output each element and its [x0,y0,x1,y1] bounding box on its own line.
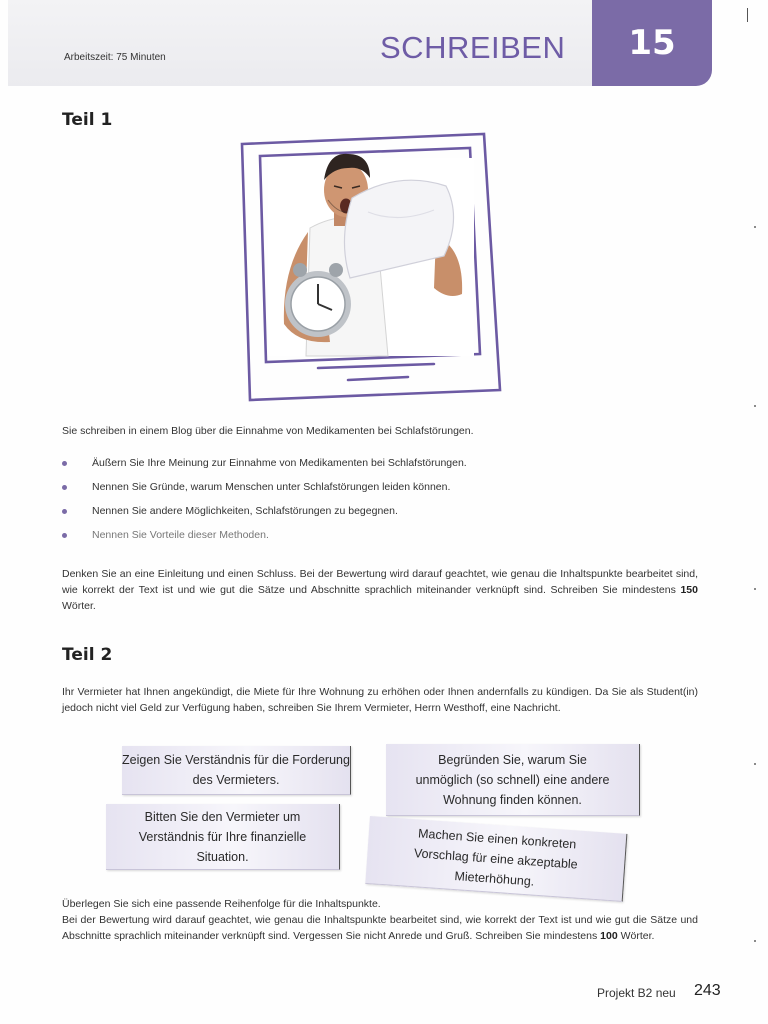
bullet-icon [62,533,67,538]
section-number-tab: 15 [592,0,712,86]
worktime-label: Arbeitszeit: 75 Minuten [64,52,166,63]
list-item: Nennen Sie andere Möglichkeiten, Schlafstörungen zu begegnen. [62,505,702,529]
list-item: Nennen Sie Gründe, warum Menschen unter Schlafstörungen leiden können. [62,481,702,505]
teil1-intro: Sie schreiben in einem Blog über die Einnahme von Medikamenten bei Schlafstörungen. [62,425,474,437]
margin-dot [754,940,756,942]
teil2-word-count: 100 [600,930,618,942]
teil2-instructions: Bei der Bewertung wird darauf geachtet, wie genau die Inhaltspunkte bearbeitet sind, wie korrekt der Text ist und wie gut die Sätze und Abschnitte sprachlich miteinander verknüpft sind. Vergessen Sie nicht Anrede und Gruß. Schreiben Sie mindestens 100 Wörter. [62,914,698,942]
teil2-intro: Ihr Vermieter hat Ihnen angekündigt, die Miete für Ihre Wohnung zu erhöhen oder Ihnen andernfalls zu kündigen. Da Sie als Student(in) jedoch nicht viel Geld zur Verfügung haben, schreiben Sie Ihrem Vermieter, Herrn Westhoff, eine Nachricht. [62,686,698,714]
teil1-word-count: 150 [680,584,698,596]
teil1-heading: Teil 1 [62,110,113,130]
margin-mark [747,8,748,22]
bullet-icon [62,509,67,514]
teil1-task-list [62,457,702,553]
margin-dot [754,763,756,765]
teil1-instructions: Denken Sie an eine Einleitung und einen Schluss. Bei der Bewertung wird darauf geachtet, wie genau die Inhaltspunkte bearbeitet sind, wie korrekt der Text ist und wie gut die Sätze und Abschnitte sprachlich miteinander verknüpft sind. Schreiben Sie mindestens 150 Wörter. [62,568,698,612]
margin-dot [754,588,756,590]
task-card-proposal: Machen Sie einen konkreten Vorschlag für eine akzeptable Mieterhöhung. [365,816,627,902]
margin-dot [754,226,756,228]
section-title: SCHREIBEN [380,30,566,65]
bullet-icon [62,485,67,490]
footer-book-title: Projekt B2 neu [597,986,676,1000]
bullet-icon [62,461,67,466]
list-item: Äußern Sie Ihre Meinung zur Einnahme von Medikamenten bei Schlafstörungen. [62,457,702,481]
illustration-sleepy-man [238,128,504,406]
alarm-clock-icon [285,263,351,337]
margin-dot [754,405,756,407]
teil2-heading: Teil 2 [62,645,113,665]
task-card-request: Bitten Sie den Vermieter um Verständnis für Ihre finanzielle Situation. [106,804,340,870]
teil2-order-line: Überlegen Sie sich eine passende Reihenfolge für die Inhaltspunkte. [62,898,381,910]
task-card-reasons: Begründen Sie, warum Sie unmöglich (so schnell) eine andere Wohnung finden können. [386,744,640,816]
page-number: 243 [694,982,721,999]
task-card-understanding: Zeigen Sie Verständnis für die Forderung des Vermieters. [122,746,351,795]
list-item: Nennen Sie Vorteile dieser Methoden. [62,529,702,553]
